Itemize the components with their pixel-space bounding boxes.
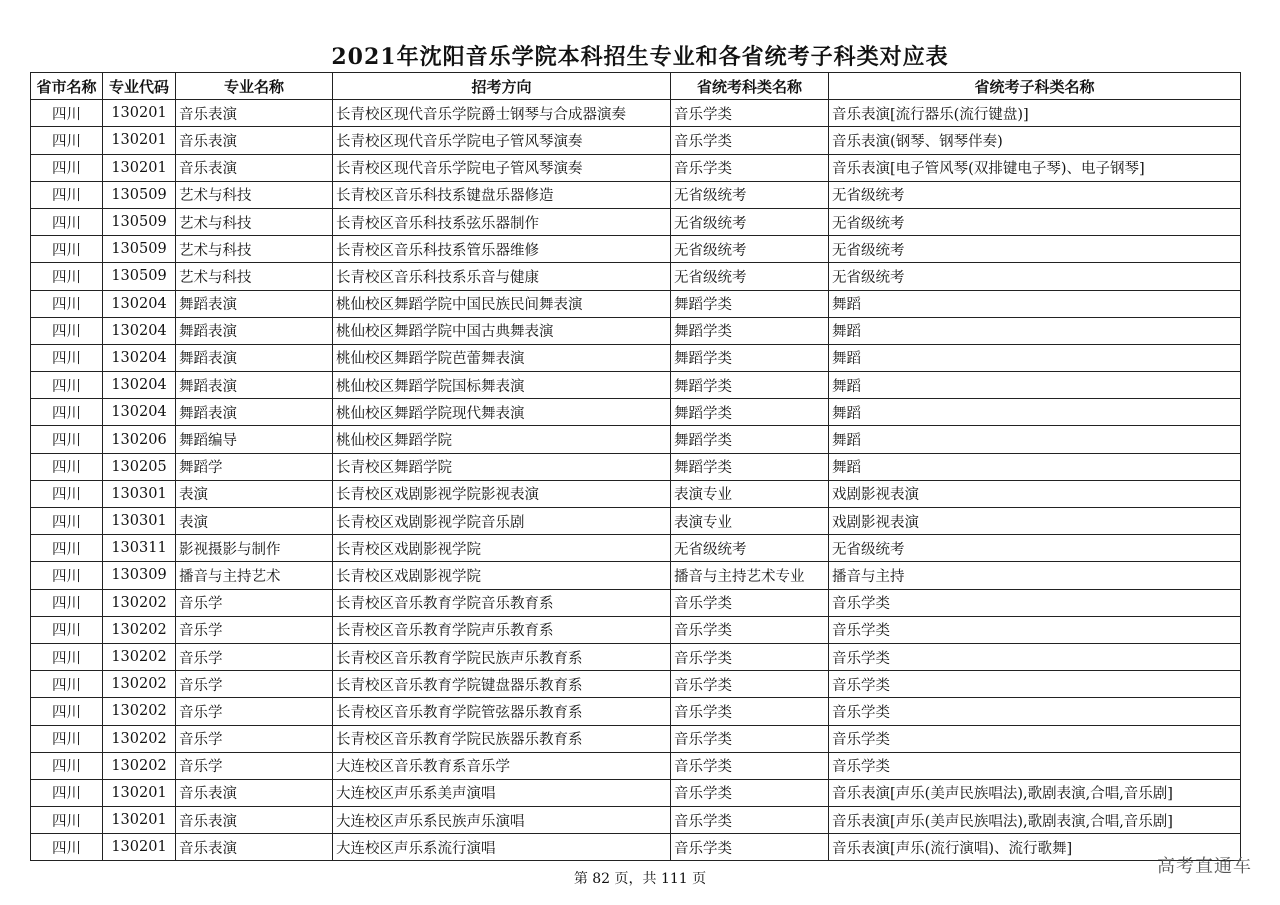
major-code-cell: 130204 — [103, 317, 176, 344]
exam-category-cell: 无省级统考 — [671, 208, 829, 235]
table-row — [31, 725, 1241, 752]
major-code-cell: 130201 — [103, 100, 176, 127]
major-name-cell: 音乐表演 — [176, 127, 333, 154]
exam-subcategory-cell: 舞蹈 — [829, 372, 1241, 399]
table-row — [31, 508, 1241, 535]
table-row — [31, 589, 1241, 616]
table-row — [31, 480, 1241, 507]
major-name-cell: 舞蹈表演 — [176, 372, 333, 399]
table-row — [31, 236, 1241, 263]
exam-subcategory-cell: 舞蹈 — [829, 290, 1241, 317]
major-name-cell: 表演 — [176, 508, 333, 535]
direction-cell: 长青校区音乐科技系管乐器维修 — [333, 236, 671, 263]
province-cell: 四川 — [31, 616, 103, 643]
exam-category-cell: 无省级统考 — [671, 535, 829, 562]
table-row — [31, 317, 1241, 344]
major-name-cell: 音乐表演 — [176, 100, 333, 127]
major-code-cell: 130509 — [103, 263, 176, 290]
exam-subcategory-cell: 无省级统考 — [829, 181, 1241, 208]
direction-cell: 长青校区音乐科技系弦乐器制作 — [333, 208, 671, 235]
table-header-row — [31, 73, 1241, 100]
exam-category-cell: 音乐学类 — [671, 752, 829, 779]
exam-category-cell: 表演专业 — [671, 508, 829, 535]
province-cell: 四川 — [31, 344, 103, 371]
province-cell: 四川 — [31, 725, 103, 752]
major-name-cell: 艺术与科技 — [176, 236, 333, 263]
direction-cell: 大连校区音乐教育系音乐学 — [333, 752, 671, 779]
major-code-cell: 130204 — [103, 399, 176, 426]
major-code-cell: 130201 — [103, 779, 176, 806]
direction-cell: 长青校区音乐教育学院管弦器乐教育系 — [333, 698, 671, 725]
major-code-cell: 130204 — [103, 372, 176, 399]
exam-category-cell: 舞蹈学类 — [671, 453, 829, 480]
exam-subcategory-cell: 戏剧影视表演 — [829, 508, 1241, 535]
exam-category-cell: 播音与主持艺术专业 — [671, 562, 829, 589]
exam-subcategory-cell: 音乐表演[电子管风琴(双排键电子琴)、电子钢琴] — [829, 154, 1241, 181]
province-cell: 四川 — [31, 480, 103, 507]
province-cell: 四川 — [31, 426, 103, 453]
direction-cell: 桃仙校区舞蹈学院现代舞表演 — [333, 399, 671, 426]
major-name-cell: 音乐学 — [176, 752, 333, 779]
direction-cell: 长青校区戏剧影视学院影视表演 — [333, 480, 671, 507]
major-code-cell: 130309 — [103, 562, 176, 589]
direction-cell: 桃仙校区舞蹈学院 — [333, 426, 671, 453]
table-row — [31, 208, 1241, 235]
direction-cell: 桃仙校区舞蹈学院中国古典舞表演 — [333, 317, 671, 344]
major-name-cell: 音乐学 — [176, 643, 333, 670]
page-footer: 第 82 页，共 111 页 — [573, 871, 707, 887]
exam-category-cell: 音乐学类 — [671, 834, 829, 861]
table-row — [31, 372, 1241, 399]
major-name-cell: 艺术与科技 — [176, 263, 333, 290]
direction-cell: 桃仙校区舞蹈学院芭蕾舞表演 — [333, 344, 671, 371]
exam-subcategory-cell: 播音与主持 — [829, 562, 1241, 589]
exam-category-cell: 音乐学类 — [671, 589, 829, 616]
exam-subcategory-cell: 无省级统考 — [829, 535, 1241, 562]
exam-subcategory-cell: 音乐学类 — [829, 616, 1241, 643]
major-code-cell: 130201 — [103, 807, 176, 834]
table-row — [31, 807, 1241, 834]
direction-cell: 长青校区音乐教育学院键盘器乐教育系 — [333, 671, 671, 698]
major-name-cell: 音乐学 — [176, 589, 333, 616]
major-code-cell: 130202 — [103, 725, 176, 752]
exam-category-cell: 音乐学类 — [671, 671, 829, 698]
province-cell: 四川 — [31, 453, 103, 480]
exam-subcategory-cell: 音乐表演[声乐(美声民族唱法),歌剧表演,合唱,音乐剧] — [829, 807, 1241, 834]
table-row — [31, 616, 1241, 643]
exam-subcategory-cell: 音乐学类 — [829, 671, 1241, 698]
major-code-cell: 130202 — [103, 589, 176, 616]
major-name-cell: 舞蹈表演 — [176, 344, 333, 371]
major-name-cell: 音乐表演 — [176, 807, 333, 834]
direction-cell: 大连校区声乐系美声演唱 — [333, 779, 671, 806]
major-name-cell: 舞蹈表演 — [176, 317, 333, 344]
exam-subcategory-cell: 音乐表演[声乐(美声民族唱法),歌剧表演,合唱,音乐剧] — [829, 779, 1241, 806]
major-name-cell: 艺术与科技 — [176, 181, 333, 208]
major-code-cell: 130201 — [103, 834, 176, 861]
major-code-cell: 130204 — [103, 290, 176, 317]
direction-cell: 长青校区音乐教育学院声乐教育系 — [333, 616, 671, 643]
direction-cell: 长青校区音乐教育学院民族声乐教育系 — [333, 643, 671, 670]
page-title: 2021年沈阳音乐学院本科招生专业和各省统考子科类对应表 — [331, 44, 949, 70]
major-name-cell: 音乐学 — [176, 616, 333, 643]
major-name-cell: 音乐表演 — [176, 834, 333, 861]
table-row — [31, 154, 1241, 181]
direction-cell: 桃仙校区舞蹈学院中国民族民间舞表演 — [333, 290, 671, 317]
province-cell: 四川 — [31, 181, 103, 208]
exam-category-cell: 舞蹈学类 — [671, 317, 829, 344]
direction-cell: 大连校区声乐系民族声乐演唱 — [333, 807, 671, 834]
exam-category-cell: 音乐学类 — [671, 807, 829, 834]
major-code-cell: 130509 — [103, 181, 176, 208]
major-name-cell: 音乐学 — [176, 698, 333, 725]
exam-subcategory-cell: 音乐学类 — [829, 698, 1241, 725]
major-code-cell: 130301 — [103, 508, 176, 535]
header-exam-category: 省统考科类名称 — [671, 73, 829, 100]
table-row — [31, 834, 1241, 861]
exam-subcategory-cell: 舞蹈 — [829, 426, 1241, 453]
major-code-cell: 130201 — [103, 127, 176, 154]
direction-cell: 长青校区戏剧影视学院 — [333, 535, 671, 562]
exam-category-cell: 音乐学类 — [671, 154, 829, 181]
exam-subcategory-cell: 音乐表演[声乐(流行演唱)、流行歌舞] — [829, 834, 1241, 861]
province-cell: 四川 — [31, 698, 103, 725]
major-name-cell: 音乐表演 — [176, 779, 333, 806]
major-code-cell: 130202 — [103, 671, 176, 698]
table-row — [31, 643, 1241, 670]
watermark: 高考直通车 — [1157, 856, 1252, 877]
table-row — [31, 426, 1241, 453]
major-name-cell: 影视摄影与制作 — [176, 535, 333, 562]
major-code-cell: 130202 — [103, 752, 176, 779]
major-code-cell: 130204 — [103, 344, 176, 371]
major-name-cell: 舞蹈表演 — [176, 290, 333, 317]
direction-cell: 大连校区声乐系流行演唱 — [333, 834, 671, 861]
major-code-cell: 130202 — [103, 616, 176, 643]
major-code-cell: 130301 — [103, 480, 176, 507]
major-code-cell: 130205 — [103, 453, 176, 480]
province-cell: 四川 — [31, 508, 103, 535]
header-direction: 招考方向 — [333, 73, 671, 100]
major-name-cell: 舞蹈表演 — [176, 399, 333, 426]
exam-category-cell: 音乐学类 — [671, 725, 829, 752]
province-cell: 四川 — [31, 834, 103, 861]
exam-subcategory-cell: 舞蹈 — [829, 317, 1241, 344]
direction-cell: 长青校区音乐教育学院音乐教育系 — [333, 589, 671, 616]
province-cell: 四川 — [31, 290, 103, 317]
major-name-cell: 舞蹈编导 — [176, 426, 333, 453]
province-cell: 四川 — [31, 589, 103, 616]
table-row — [31, 399, 1241, 426]
exam-category-cell: 舞蹈学类 — [671, 344, 829, 371]
exam-subcategory-cell: 舞蹈 — [829, 344, 1241, 371]
direction-cell: 长青校区戏剧影视学院 — [333, 562, 671, 589]
table-body — [31, 100, 1241, 861]
exam-category-cell: 音乐学类 — [671, 643, 829, 670]
direction-cell: 长青校区现代音乐学院电子管风琴演奏 — [333, 154, 671, 181]
province-cell: 四川 — [31, 208, 103, 235]
exam-category-cell: 音乐学类 — [671, 127, 829, 154]
admission-table — [30, 72, 1241, 861]
table-row — [31, 535, 1241, 562]
province-cell: 四川 — [31, 263, 103, 290]
major-code-cell: 130509 — [103, 236, 176, 263]
direction-cell: 长青校区音乐科技系乐音与健康 — [333, 263, 671, 290]
direction-cell: 长青校区戏剧影视学院音乐剧 — [333, 508, 671, 535]
header-major-code: 专业代码 — [103, 73, 176, 100]
province-cell: 四川 — [31, 562, 103, 589]
major-name-cell: 舞蹈学 — [176, 453, 333, 480]
table-row — [31, 263, 1241, 290]
exam-subcategory-cell: 音乐表演[流行器乐(流行键盘)] — [829, 100, 1241, 127]
header-exam-subcategory: 省统考子科类名称 — [829, 73, 1241, 100]
table-row — [31, 562, 1241, 589]
province-cell: 四川 — [31, 317, 103, 344]
header-major-name: 专业名称 — [176, 73, 333, 100]
province-cell: 四川 — [31, 779, 103, 806]
province-cell: 四川 — [31, 752, 103, 779]
major-code-cell: 130311 — [103, 535, 176, 562]
province-cell: 四川 — [31, 399, 103, 426]
direction-cell: 长青校区音乐教育学院民族器乐教育系 — [333, 725, 671, 752]
exam-subcategory-cell: 舞蹈 — [829, 399, 1241, 426]
table-row — [31, 181, 1241, 208]
major-code-cell: 130509 — [103, 208, 176, 235]
major-name-cell: 艺术与科技 — [176, 208, 333, 235]
province-cell: 四川 — [31, 671, 103, 698]
major-code-cell: 130206 — [103, 426, 176, 453]
exam-subcategory-cell: 无省级统考 — [829, 263, 1241, 290]
exam-subcategory-cell: 舞蹈 — [829, 453, 1241, 480]
major-name-cell: 音乐学 — [176, 725, 333, 752]
major-name-cell: 表演 — [176, 480, 333, 507]
exam-category-cell: 舞蹈学类 — [671, 426, 829, 453]
major-code-cell: 130202 — [103, 698, 176, 725]
table-row — [31, 127, 1241, 154]
table-row — [31, 779, 1241, 806]
exam-subcategory-cell: 戏剧影视表演 — [829, 480, 1241, 507]
major-name-cell: 播音与主持艺术 — [176, 562, 333, 589]
exam-category-cell: 舞蹈学类 — [671, 290, 829, 317]
province-cell: 四川 — [31, 127, 103, 154]
province-cell: 四川 — [31, 807, 103, 834]
major-code-cell: 130201 — [103, 154, 176, 181]
major-name-cell: 音乐表演 — [176, 154, 333, 181]
exam-subcategory-cell: 无省级统考 — [829, 236, 1241, 263]
direction-cell: 桃仙校区舞蹈学院国标舞表演 — [333, 372, 671, 399]
province-cell: 四川 — [31, 535, 103, 562]
table-row — [31, 344, 1241, 371]
province-cell: 四川 — [31, 643, 103, 670]
exam-subcategory-cell: 音乐学类 — [829, 752, 1241, 779]
exam-subcategory-cell: 无省级统考 — [829, 208, 1241, 235]
major-code-cell: 130202 — [103, 643, 176, 670]
table-row — [31, 290, 1241, 317]
table-row — [31, 453, 1241, 480]
exam-subcategory-cell: 音乐学类 — [829, 589, 1241, 616]
exam-category-cell: 舞蹈学类 — [671, 399, 829, 426]
exam-category-cell: 音乐学类 — [671, 779, 829, 806]
province-cell: 四川 — [31, 100, 103, 127]
exam-category-cell: 音乐学类 — [671, 698, 829, 725]
exam-category-cell: 音乐学类 — [671, 100, 829, 127]
direction-cell: 长青校区舞蹈学院 — [333, 453, 671, 480]
direction-cell: 长青校区现代音乐学院爵士钢琴与合成器演奏 — [333, 100, 671, 127]
table-row — [31, 100, 1241, 127]
exam-subcategory-cell: 音乐表演(钢琴、钢琴伴奏) — [829, 127, 1241, 154]
exam-category-cell: 无省级统考 — [671, 236, 829, 263]
province-cell: 四川 — [31, 154, 103, 181]
table-row — [31, 698, 1241, 725]
exam-category-cell: 表演专业 — [671, 480, 829, 507]
exam-category-cell: 舞蹈学类 — [671, 372, 829, 399]
major-name-cell: 音乐学 — [176, 671, 333, 698]
table-row — [31, 671, 1241, 698]
direction-cell: 长青校区音乐科技系键盘乐器修造 — [333, 181, 671, 208]
exam-category-cell: 无省级统考 — [671, 181, 829, 208]
province-cell: 四川 — [31, 372, 103, 399]
direction-cell: 长青校区现代音乐学院电子管风琴演奏 — [333, 127, 671, 154]
table-row — [31, 752, 1241, 779]
exam-subcategory-cell: 音乐学类 — [829, 725, 1241, 752]
exam-category-cell: 音乐学类 — [671, 616, 829, 643]
province-cell: 四川 — [31, 236, 103, 263]
header-province: 省市名称 — [31, 73, 103, 100]
exam-category-cell: 无省级统考 — [671, 263, 829, 290]
exam-subcategory-cell: 音乐学类 — [829, 643, 1241, 670]
